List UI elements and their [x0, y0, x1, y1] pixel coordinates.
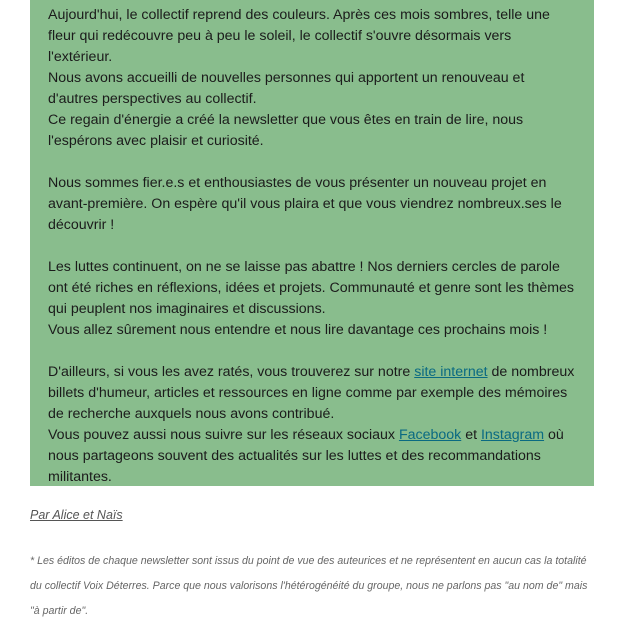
struggles-paragraph [48, 257, 578, 341]
links-text-before-site: D'ailleurs, si vous les avez ratés, vous trouverez sur notre [48, 364, 415, 380]
project-text: Nous sommes fier.e.s et enthousiastes de vous présenter un nouveau projet en avant-première. On espère qu'il vous plaira et que vous viendrez nombreux.ses le découvrir ! [48, 175, 562, 233]
links-text-before-facebook: Vous pouvez aussi nous suivre sur les réseaux sociaux [48, 427, 399, 443]
links-text-after-instagram: où nous partageons souvent des actualités sur les luttes et des recommandations militantes. [48, 427, 564, 485]
facebook-link[interactable]: Facebook [398, 427, 462, 443]
intro-paragraph [48, 5, 578, 152]
footnote: * Les éditos de chaque newsletter sont issus du point de vue des auteurices et ne représentent en aucun cas la totalité du collectif Voix Déterres. Parce que nous valorisons l'hétérogénéité du groupe, nous ne parlons pas "au nom de" mais "à partir de". [30, 555, 588, 617]
editorial-block [30, 0, 594, 486]
intro-line-2: Nous avons accueilli de nouvelles personnes qui apportent un renouveau et d'autres perspectives au collectif. [48, 70, 525, 107]
struggles-line-1: Les luttes continuent, on ne se laisse pas abattre ! Nos derniers cercles de parole ont été riches en réflexions, idées et projets. Communauté et genre sont les thèmes qui peuplent nos imaginaires et discussions. [48, 259, 575, 317]
project-paragraph [48, 173, 578, 236]
intro-line-1: Aujourd'hui, le collectif reprend des couleurs. Après ces mois sombres, telle une fleur qui redécouvre peu à peu le soleil, le collectif s'ouvre désormais vers l'extérieur. [48, 7, 550, 65]
links-paragraph [48, 362, 578, 488]
site-internet-link[interactable]: site internet [414, 364, 488, 380]
instagram-link[interactable]: Instagram [480, 427, 545, 443]
links-text-after-site: de nombreux billets d'humeur, articles et ressources en ligne comme par exemple des mémoires de recherche auxquels nous avons contribué. [48, 364, 575, 422]
intro-line-3: Ce regain d'énergie a créé la newsletter que vous êtes en train de lire, nous l'espérons avec plaisir et curiosité. [48, 112, 524, 149]
links-text-and: et [461, 427, 481, 443]
struggles-line-2: Vous allez sûrement nous entendre et nous lire davantage ces prochains mois ! [48, 322, 548, 338]
signature: Par Alice et Naïs [30, 508, 123, 522]
